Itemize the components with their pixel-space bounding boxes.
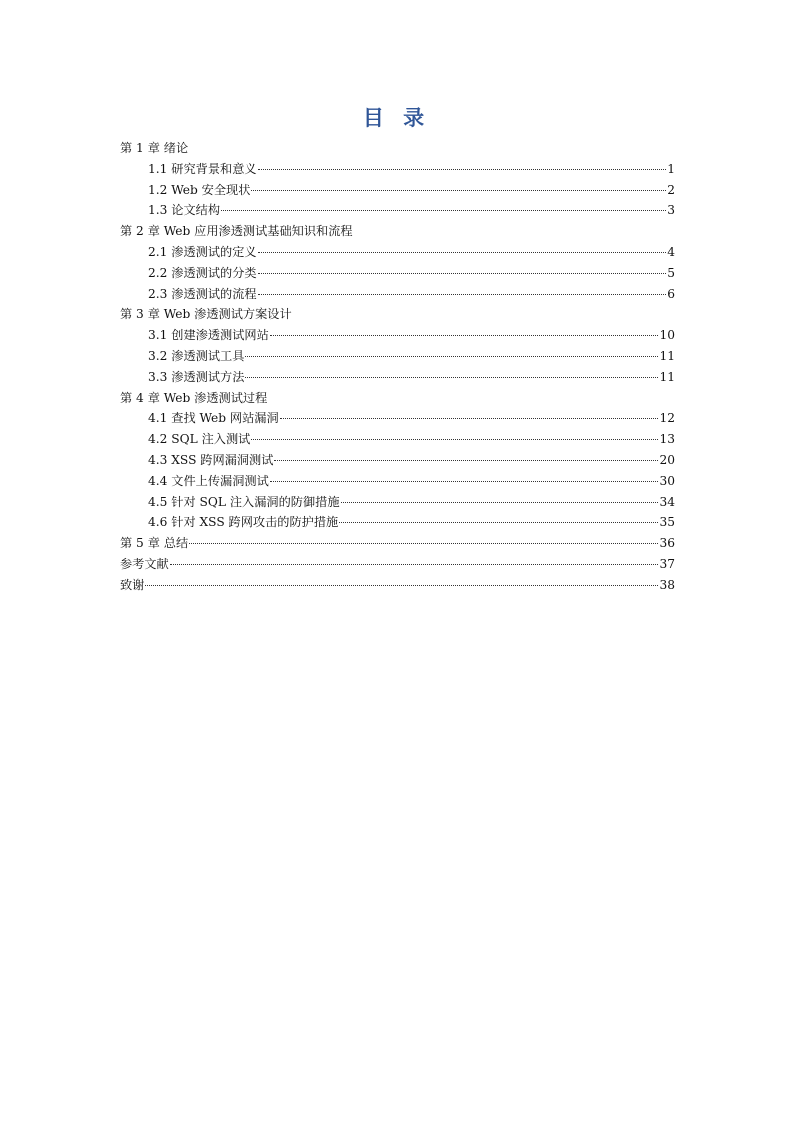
toc-entry-label: 第 2 章 Web 应用渗透测试基础知识和流程 [120,224,353,239]
toc-page-number: 13 [659,432,675,447]
toc-page-number: 34 [659,494,675,509]
toc-entry-label: 参考文献 [120,556,169,571]
toc-page-number: 20 [659,452,675,467]
toc-entry-label: 4.3 XSS 跨网漏洞测试 [148,452,274,467]
toc-page-number: 2 [667,182,675,197]
toc-entry-label: 致谢 [120,577,145,592]
toc-page-number: 6 [667,286,675,301]
toc-entry-label: 3.3 渗透测试方法 [148,369,245,384]
toc-dot-leader [189,539,658,544]
toc-dot-leader [258,165,667,170]
toc-dot-leader [245,373,658,378]
toc-entry-label: 4.1 查找 Web 网站漏洞 [148,411,279,426]
toc-page-number: 11 [659,369,675,384]
toc-chapter-entry[interactable] [120,533,675,554]
toc-page-number: 36 [659,536,675,551]
toc-entry-label: 2.2 渗透测试的分类 [148,265,257,280]
toc-section-entry[interactable] [120,512,675,533]
toc-dot-leader [339,518,658,523]
toc-entry-label: 2.1 渗透测试的定义 [148,244,257,259]
toc-page-number: 4 [667,244,675,259]
toc-section-entry[interactable] [120,367,675,388]
toc-title: 目 录 [362,106,431,130]
toc-section-entry[interactable] [120,325,675,346]
toc-chapter-entry[interactable] [120,221,675,242]
toc-dot-leader [280,414,659,419]
toc-entry-label: 2.3 渗透测试的流程 [148,286,257,301]
toc-section-entry[interactable] [120,450,675,471]
toc-section-entry[interactable] [120,429,675,450]
toc-section-entry[interactable] [120,242,675,263]
toc-section-entry[interactable] [120,159,675,180]
toc-page-number: 37 [659,556,675,571]
toc-page-number: 11 [659,348,675,363]
toc-chapter-entry[interactable] [120,554,675,575]
toc-page-number: 3 [667,203,675,218]
toc-chapter-entry[interactable] [120,304,675,325]
toc-entry-label: 1.2 Web 安全现状 [148,182,251,197]
toc-section-entry[interactable] [120,263,675,284]
toc-list [120,138,675,596]
toc-dot-leader [270,331,659,336]
toc-entry-label: 3.1 创建渗透测试网站 [148,328,269,343]
toc-dot-leader [258,248,667,253]
toc-chapter-entry[interactable] [120,388,675,409]
toc-dot-leader [221,206,666,211]
toc-page-number: 38 [659,577,675,592]
toc-dot-leader [245,352,658,357]
toc-entry-label: 4.2 SQL 注入测试 [148,432,251,447]
toc-entry-label: 1.3 论文结构 [148,203,221,218]
toc-entry-label: 3.2 渗透测试工具 [148,348,245,363]
toc-page-number: 5 [667,265,675,280]
toc-page-number: 35 [659,515,675,530]
toc-section-entry[interactable] [120,408,675,429]
toc-dot-leader [258,269,667,274]
toc-dot-leader [251,435,658,440]
toc-entry-label: 第 5 章 总结 [120,536,189,551]
toc-section-entry[interactable] [120,492,675,513]
toc-chapter-entry[interactable] [120,575,675,596]
toc-entry-label: 1.1 研究背景和意义 [148,161,257,176]
toc-dot-leader [170,560,659,565]
toc-dot-leader [145,581,658,586]
toc-entry-label: 第 3 章 Web 渗透测试方案设计 [120,307,292,322]
toc-section-entry[interactable] [120,346,675,367]
toc-section-entry[interactable] [120,284,675,305]
toc-entry-label: 4.4 文件上传漏洞测试 [148,473,269,488]
toc-chapter-entry[interactable] [120,138,675,159]
toc-section-entry[interactable] [120,180,675,201]
toc-dot-leader [341,498,659,503]
toc-dot-leader [251,186,666,191]
toc-page-number: 10 [659,328,675,343]
toc-entry-label: 第 1 章 绪论 [120,141,189,155]
toc-dot-leader [258,290,667,295]
toc-page-number: 30 [659,473,675,488]
toc-page-number: 12 [659,411,675,426]
toc-entry-label: 第 4 章 Web 渗透测试过程 [120,390,268,405]
toc-dot-leader [270,477,659,482]
toc-entry-label: 4.5 针对 SQL 注入漏洞的防御措施 [148,494,340,509]
toc-section-entry[interactable] [120,471,675,492]
toc-dot-leader [274,456,658,461]
toc-section-entry[interactable] [120,200,675,221]
toc-entry-label: 4.6 针对 XSS 跨网攻击的防护措施 [148,515,339,530]
toc-page-number: 1 [667,161,675,176]
